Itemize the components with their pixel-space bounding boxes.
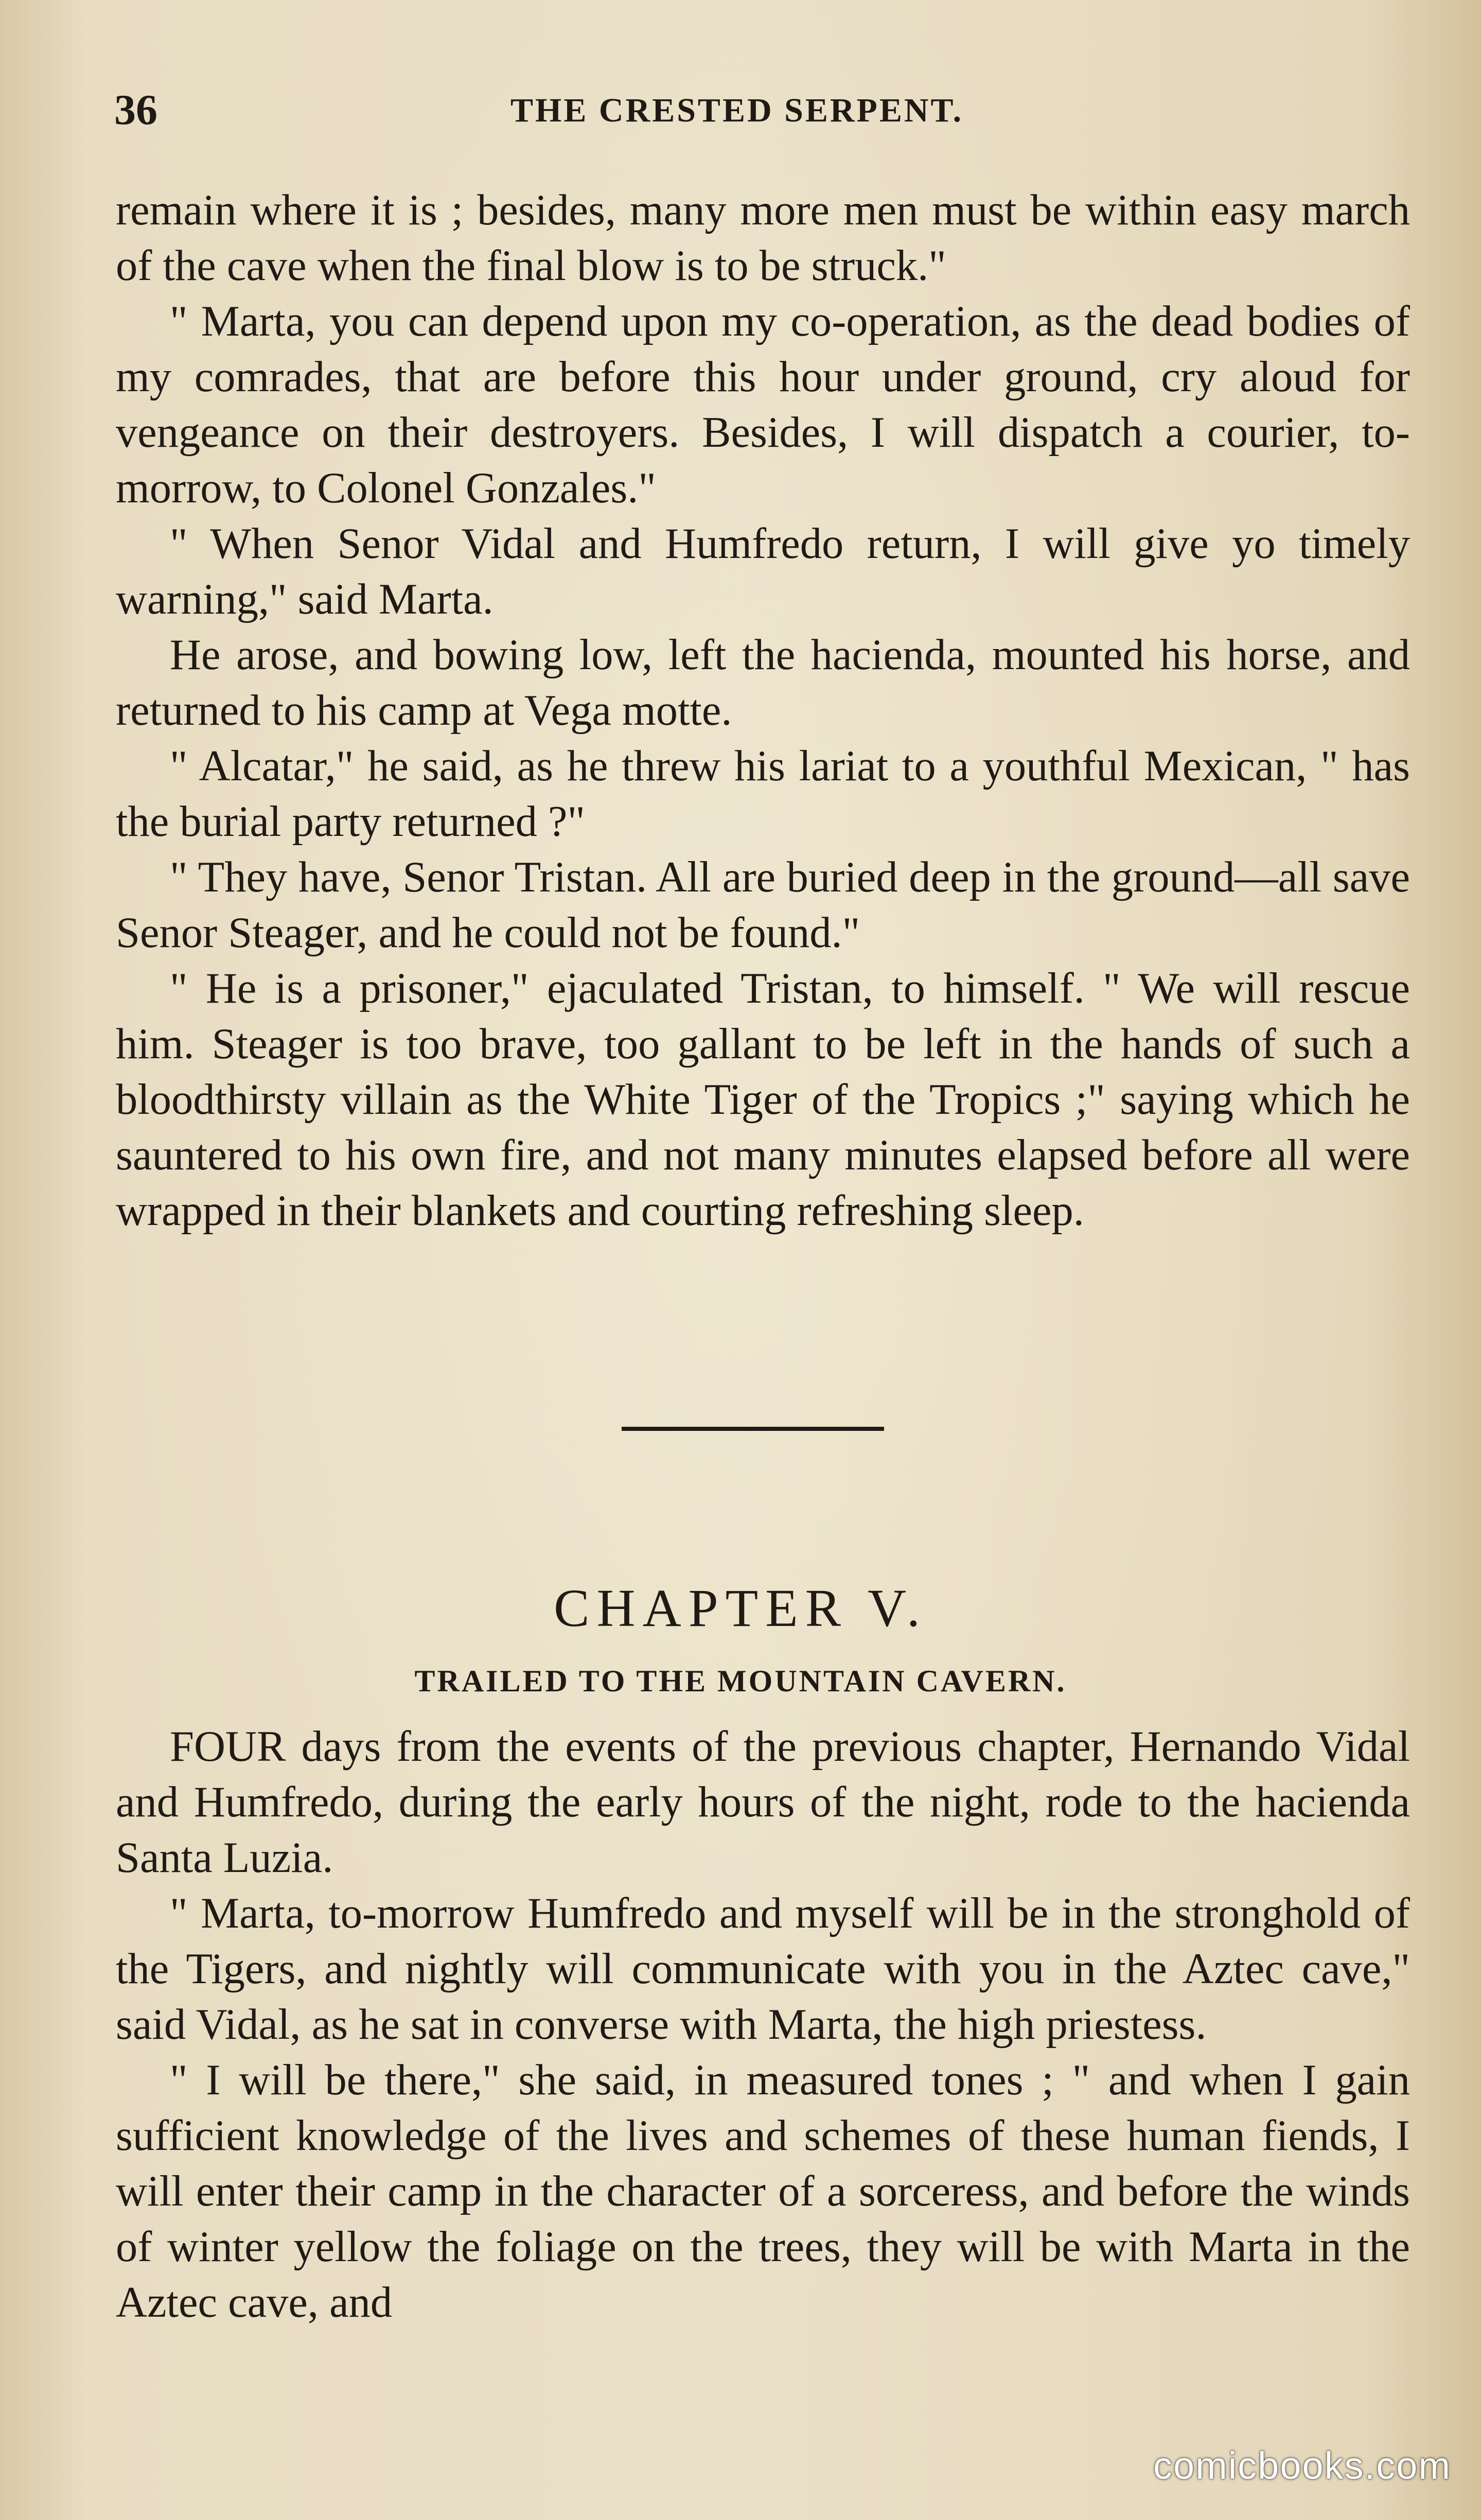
section-divider-rule <box>622 1427 884 1431</box>
paragraph: " I will be there," she said, in measured tones ; " and when I gain sufficient knowledge of the lives and schemes of these human fiends, I will enter their camp in the character of a sorceress, and before the winds of winter yellow the foliage on the trees, they will be with Marta in the Aztec cave, and <box>116 2056 1410 2326</box>
running-title: THE CRESTED SERPENT. <box>510 92 964 129</box>
body-text-top <box>116 183 1410 1239</box>
paragraph-continued: remain where it is ; besides, many more men must be within easy march of the cave when the final blow is to be struck." <box>116 186 1410 290</box>
chapter-title: CHAPTER V. <box>554 1579 927 1638</box>
page-header <box>114 85 1411 142</box>
paragraph: " They have, Senor Tristan. All are buried deep in the ground—all save Senor Steager, and he could not be found." <box>116 853 1410 957</box>
page-number: 36 <box>114 86 157 134</box>
paragraph: He arose, and bowing low, left the hacienda, mounted his horse, and returned to his camp at Vega motte. <box>116 631 1410 734</box>
watermark-logo: comicbooks.com <box>1153 2444 1451 2487</box>
body-text-bottom <box>116 1719 1410 2331</box>
paragraph: " Marta, you can depend upon my co-operation, as the dead bodies of my comrades, that are before this hour under ground, cry aloud for vengeance on their destroyers. Besides, I will dispatch a courier, to-morrow, to Colonel Gonzales." <box>116 297 1410 512</box>
paragraph-chapter-opening: FOUR days from the events of the previous chapter, Hernando Vidal and Humfredo, during the early hours of the night, rode to the hacienda Santa Luzia. <box>116 1723 1410 1882</box>
paragraph: " He is a prisoner," ejaculated Tristan, to himself. " We will rescue him. Steager is too brave, too gallant to be left in the hands of such a bloodthirsty villain as the White Tiger of the Tropics ;" saying which he sauntered to his own fire, and not many minutes elapsed before all were wrapped in their blankets and courting refreshing sleep. <box>116 965 1410 1235</box>
paragraph: " When Senor Vidal and Humfredo return, I will give yo timely warning," said Marta. <box>116 520 1410 623</box>
paragraph: " Alcatar," he said, as he threw his lariat to a youthful Mexican, " has the burial party returned ?" <box>116 742 1410 846</box>
paragraph: " Marta, to-morrow Humfredo and myself will be in the stronghold of the Tigers, and nightly will communicate with you in the Aztec cave," said Vidal, as he sat in converse with Marta, the high priestess. <box>116 1889 1410 2049</box>
chapter-subtitle: TRAILED TO THE MOUNTAIN CAVERN. <box>414 1664 1067 1698</box>
